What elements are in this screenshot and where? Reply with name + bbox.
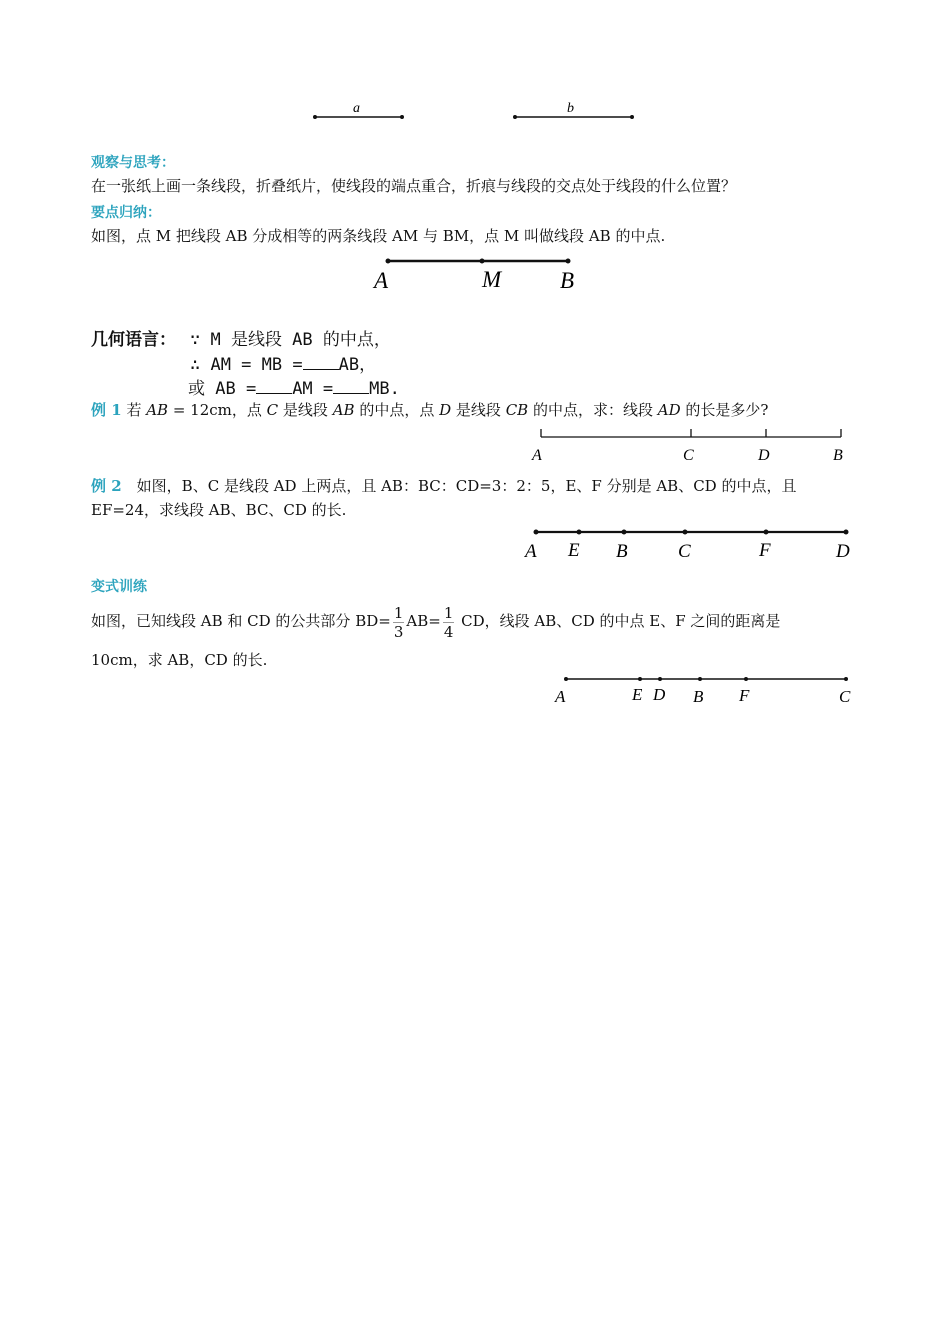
segment-b-figure bbox=[505, 95, 645, 125]
example2-label: 例 2 bbox=[91, 477, 122, 495]
segment-a-figure bbox=[305, 95, 415, 125]
geometry-line1: ∵ M 是线段 AB 的中点， bbox=[190, 330, 391, 350]
segment-a-endpoint bbox=[400, 115, 404, 119]
segment-a-endpoint bbox=[313, 115, 317, 119]
fill-blank[interactable] bbox=[333, 379, 369, 394]
keypoints-text: 如图，点 M 把线段 AB 分成相等的两条线段 AM 与 BM，点 M 叫做线段 AB 的中点. bbox=[91, 227, 666, 245]
point-m bbox=[480, 259, 485, 264]
segment-b-endpoint bbox=[513, 115, 517, 119]
fill-blank[interactable] bbox=[256, 379, 292, 394]
variant-line2: 10cm，求 AB，CD 的长. bbox=[91, 651, 268, 669]
var-point-b bbox=[698, 677, 702, 681]
ex2-label-c: C bbox=[678, 541, 691, 562]
var-point-a bbox=[564, 677, 568, 681]
example1-label: 例 1 bbox=[91, 401, 122, 419]
label-a: A bbox=[374, 268, 389, 293]
geometry-line2-part2: AB， bbox=[338, 355, 377, 375]
variant-diagram bbox=[550, 670, 865, 710]
geometry-title: 几何语言： bbox=[91, 330, 176, 350]
point-b bbox=[566, 259, 571, 264]
point-a bbox=[386, 259, 391, 264]
segment-b-label: b bbox=[567, 101, 574, 116]
segment-a-label: a bbox=[353, 101, 360, 116]
ex2-label-a: A bbox=[525, 541, 537, 562]
ex2-label-d: D bbox=[836, 541, 850, 562]
var-point-f bbox=[744, 677, 748, 681]
geometry-line2 bbox=[190, 350, 376, 375]
ex2-point-b bbox=[622, 530, 627, 535]
fraction-one-quarter: $\frac{1}{4}$ bbox=[443, 603, 454, 641]
ex2-label-e: E bbox=[568, 540, 580, 561]
example1-diagram bbox=[525, 425, 860, 467]
fraction-one-third: $\frac{1}{3}$ bbox=[393, 603, 404, 641]
fill-blank[interactable] bbox=[303, 355, 339, 370]
ex2-label-f: F bbox=[759, 540, 771, 561]
ex1-label-a: A bbox=[532, 447, 542, 464]
ex1-label-d: D bbox=[758, 447, 770, 464]
midpoint-diagram bbox=[370, 250, 590, 298]
variant-heading: 变式训练 bbox=[91, 579, 147, 595]
var-label-f: F bbox=[739, 686, 750, 705]
ex2-point-f bbox=[764, 530, 769, 535]
geometry-line3-part2: AM = bbox=[292, 379, 334, 399]
var-point-c bbox=[844, 677, 848, 681]
segment-b-endpoint bbox=[630, 115, 634, 119]
geometry-line3-part3: MB. bbox=[369, 379, 400, 399]
var-label-c: C bbox=[839, 687, 851, 706]
ex2-point-c bbox=[683, 530, 688, 535]
ex1-label-c: C bbox=[683, 447, 694, 464]
var-label-b: B bbox=[693, 687, 704, 706]
keypoints-heading: 要点归纳： bbox=[91, 205, 161, 221]
ex2-label-b: B bbox=[616, 541, 628, 562]
var-label-e: E bbox=[632, 685, 643, 704]
var-label-d: D bbox=[653, 685, 666, 704]
observe-heading: 观察与思考： bbox=[91, 155, 175, 171]
var-point-e bbox=[638, 677, 642, 681]
label-m: M bbox=[482, 267, 502, 292]
example2-diagram bbox=[520, 522, 865, 564]
example2-line2: EF=24，求线段 AB、BC、CD 的长. bbox=[91, 501, 347, 519]
var-point-d bbox=[658, 677, 662, 681]
ex2-point-e bbox=[577, 530, 582, 535]
var-label-a: A bbox=[555, 687, 566, 706]
geometry-line3-part1: 或 AB = bbox=[188, 379, 257, 399]
example1-text: 例 1 若 AB = 12cm，点 C 是线段 AB 的中点，点 D 是线段 CB 的中点，求：线段 AD 的长是多少? bbox=[91, 401, 769, 419]
label-b: B bbox=[560, 268, 575, 293]
variant-line1: 如图，已知线段 AB 和 CD 的公共部分 BD= $\frac{1}{3}$ AB= $\frac{1}{4}$ CD，线段 AB、CD 的中点 E、F 之间的距离是 bbox=[91, 603, 781, 641]
ex2-point-d bbox=[844, 530, 849, 535]
geometry-line2-part1: ∴ AM = MB = bbox=[190, 355, 303, 375]
ex2-point-a bbox=[534, 530, 539, 535]
ex1-label-b: B bbox=[833, 447, 843, 464]
geometry-line3 bbox=[188, 374, 400, 399]
observe-text: 在一张纸上画一条线段，折叠纸片，使线段的端点重合，折痕与线段的交点处于线段的什么位置？ bbox=[91, 177, 737, 195]
example2-line1: 例 2 如图，B、C 是线段 AD 上两点，且 AB：BC：CD=3：2：5，E、F 分别是 AB、CD 的中点，且 bbox=[91, 477, 797, 495]
